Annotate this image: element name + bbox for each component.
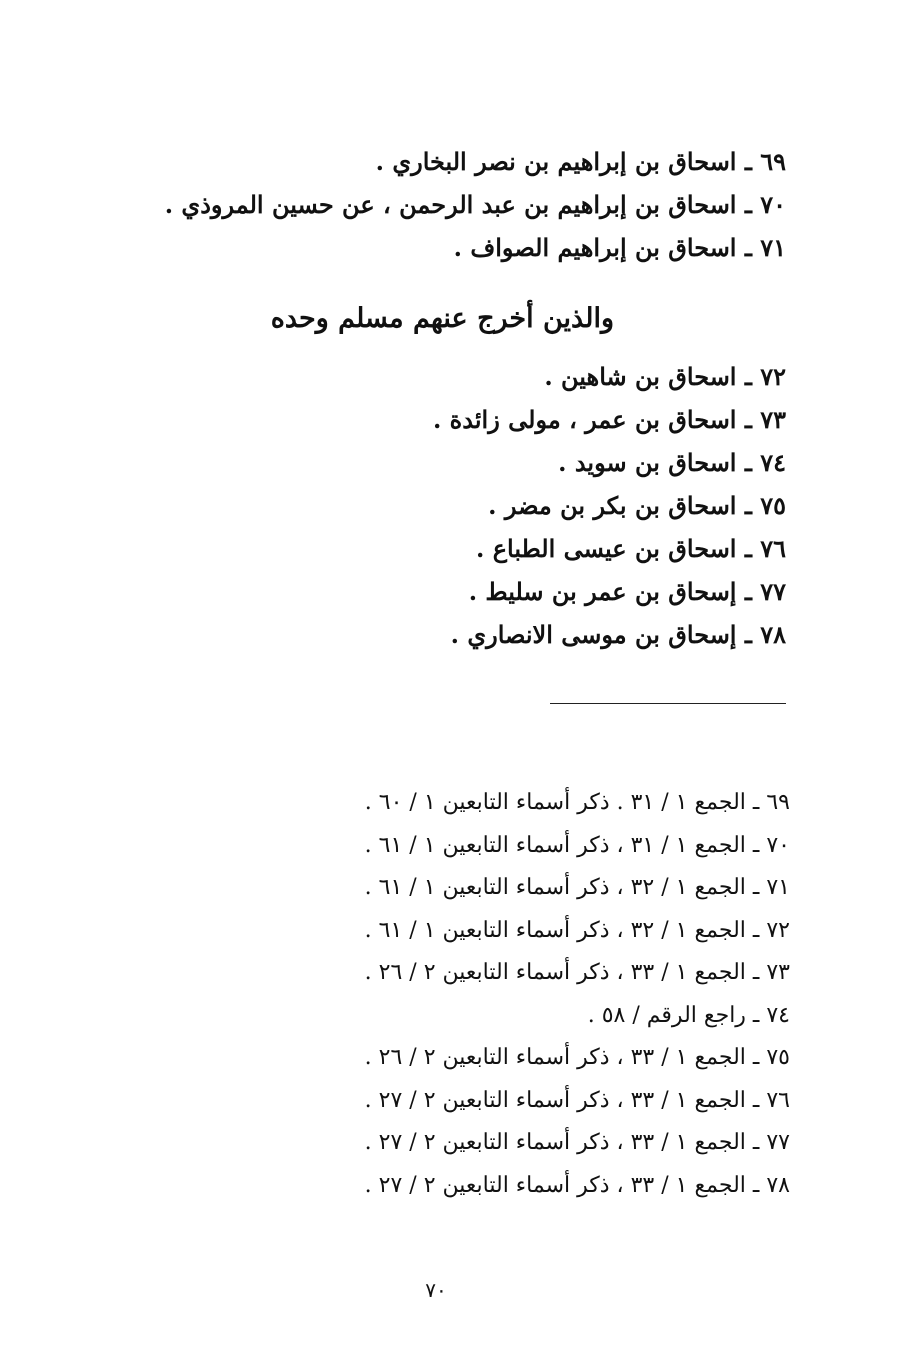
narrator-entry: ٦٩ ـ اسحاق بن إبراهيم بن نصر البخاري . [375, 147, 786, 176]
reference-entry: ٧٧ ـ الجمع ١ / ٣٣ ، ذكر أسماء التابعين ٢ / ٢٧ . [364, 1130, 790, 1155]
reference-entry: ٧٠ ـ الجمع ١ / ٣١ ، ذكر أسماء التابعين ١ / ٦١ . [364, 832, 790, 858]
narrator-entry: ٧٧ ـ إسحاق بن عمر بن سليط . [468, 577, 786, 606]
reference-entry: ٧١ ـ الجمع ١ / ٣٢ ، ذكر أسماء التابعين ١ / ٦١ . [364, 875, 790, 900]
muslim-narrator-list [186, 355, 786, 656]
muslim-only-heading: والذين أخرج عنهم مسلم وحده [270, 303, 614, 334]
reference-entry: ٦٩ ـ الجمع ١ / ٣١ . ذكر أسماء التابعين ١ / ٦٠ . [364, 790, 790, 815]
narrator-entry: ٧٥ ـ اسحاق بن بكر بن مضر . [488, 491, 786, 520]
reference-entry: ٧٦ ـ الجمع ١ / ٣٣ ، ذكر أسماء التابعين ٢ / ٢٧ . [364, 1087, 790, 1113]
narrator-entry: ٧٠ ـ اسحاق بن إبراهيم بن عبد الرحمن ، عن حسين المروذي . [164, 190, 786, 219]
narrator-entry: ٧٣ ـ اسحاق بن عمر ، مولى زائدة . [432, 405, 786, 434]
narrator-entry: ٧١ ـ اسحاق بن إبراهيم الصواف . [453, 233, 786, 262]
narrator-entry: ٧٦ ـ اسحاق بن عيسى الطباع . [476, 534, 786, 563]
reference-entry: ٧٢ ـ الجمع ١ / ٣٢ ، ذكر أسماء التابعين ١ / ٦١ . [364, 917, 790, 943]
narrator-entry: ٧٤ ـ اسحاق بن سويد . [558, 448, 786, 477]
reference-entry: ٧٤ ـ راجع الرقم / ٥٨ . [587, 1002, 790, 1028]
reference-entry: ٧٣ ـ الجمع ١ / ٣٣ ، ذكر أسماء التابعين ٢ / ٢٦ . [364, 960, 790, 985]
bukhari-narrator-list [164, 140, 786, 269]
footnote-divider [550, 703, 786, 704]
footnote-references [190, 782, 790, 1207]
reference-entry: ٧٨ ـ الجمع ١ / ٣٣ ، ذكر أسماء التابعين ٢ / ٢٧ . [364, 1172, 790, 1198]
narrator-entry: ٧٢ ـ اسحاق بن شاهين . [544, 362, 786, 391]
page-number: ٧٠ [425, 1278, 447, 1302]
narrator-entry: ٧٨ ـ إسحاق بن موسى الانصاري . [450, 620, 786, 649]
reference-entry: ٧٥ ـ الجمع ١ / ٣٣ ، ذكر أسماء التابعين ٢ / ٢٦ . [364, 1045, 790, 1070]
